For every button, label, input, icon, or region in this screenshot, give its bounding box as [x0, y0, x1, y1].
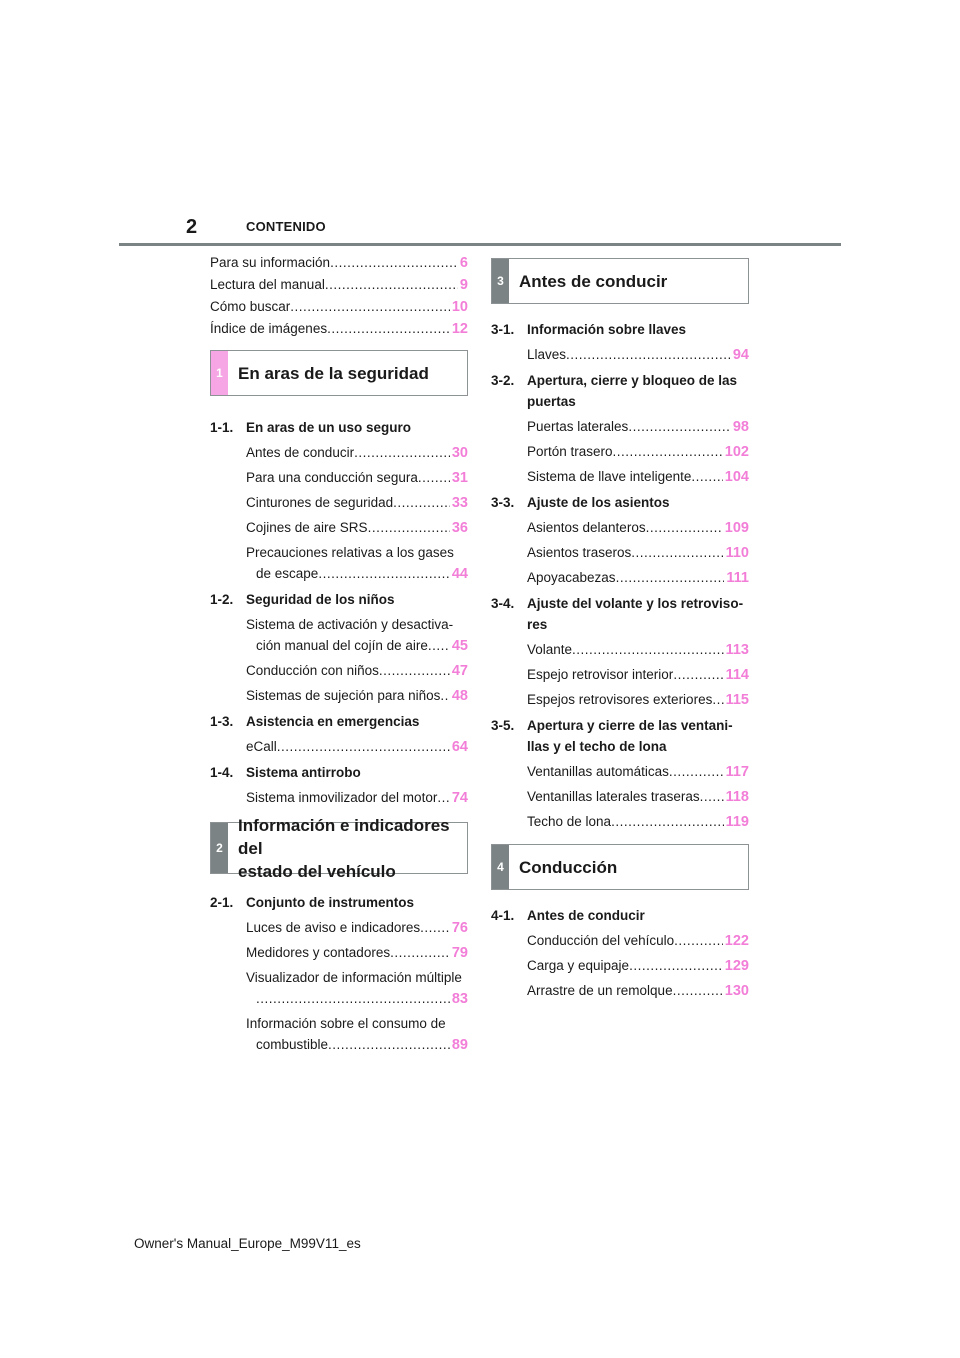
- entry-title: Lectura del manual: [210, 277, 325, 292]
- chapter-4-heading[interactable]: [491, 844, 749, 890]
- toc-entry[interactable]: Asientos traseros ..... 110: [527, 542, 749, 563]
- page-link[interactable]: 129: [724, 958, 749, 974]
- page-link[interactable]: 113: [725, 642, 749, 658]
- toc-entry[interactable]: Sistemas de sujeción para niños ..... 48: [246, 685, 468, 706]
- section-heading[interactable]: 1-3. Asistencia en emergencias: [210, 714, 420, 729]
- chapter-title: Información e indicadores del estado del vehículo: [238, 815, 450, 881]
- page-link[interactable]: 79: [451, 945, 468, 961]
- page-link[interactable]: 12: [451, 321, 468, 337]
- chapter-title: Conducción: [519, 857, 618, 877]
- header-rule: [119, 243, 841, 246]
- toc-entry[interactable]: Carga y equipaje ..... 129: [527, 955, 749, 976]
- chapter-tab: 4: [492, 845, 509, 889]
- page-link[interactable]: 94: [732, 347, 749, 363]
- toc-entry[interactable]: Conducción del vehículo ..... 122: [527, 930, 749, 951]
- toc-entry[interactable]: ción manual del cojín de aire ..... 45: [246, 635, 468, 656]
- entry-title: Cómo buscar: [210, 299, 291, 314]
- toc-entry[interactable]: eCall ..... 64: [246, 736, 468, 757]
- page-link[interactable]: 110: [725, 545, 749, 561]
- page-link[interactable]: 48: [451, 688, 468, 704]
- section-heading[interactable]: 3-2. Apertura, cierre y bloqueo de las puertas: [491, 373, 738, 409]
- page-link[interactable]: 45: [451, 638, 468, 654]
- toc-entry[interactable]: Techo de lona ..... 119: [527, 811, 749, 832]
- running-header: CONTENIDO: [246, 219, 326, 234]
- page-link[interactable]: 30: [451, 445, 468, 461]
- chapter-3-heading[interactable]: [491, 258, 749, 304]
- chapter-tab: 1: [211, 351, 228, 395]
- page-link[interactable]: 117: [725, 764, 749, 780]
- toc-entry[interactable]: Puertas laterales ..... 98: [527, 416, 749, 437]
- section-heading[interactable]: 3-4. Ajuste del volante y los retroviso- res: [491, 596, 744, 632]
- page-link[interactable]: 33: [451, 495, 468, 511]
- toc-entry[interactable]: Llaves ..... 94: [527, 344, 749, 365]
- right-column: [491, 258, 749, 1005]
- section-heading[interactable]: 1-1. En aras de un uso seguro: [210, 420, 412, 435]
- toc-entry[interactable]: Espejos retrovisores exteriores ..... 115: [527, 689, 749, 710]
- toc-entry[interactable]: Arrastre de un remolque ..... 130: [527, 980, 749, 1001]
- toc-entry[interactable]: Conducción con niños ..... 47: [246, 660, 468, 681]
- toc-entry[interactable]: Espejo retrovisor interior ..... 114: [527, 664, 749, 685]
- page-link[interactable]: 98: [732, 419, 749, 435]
- chapter-2-heading[interactable]: [210, 815, 468, 881]
- page-link[interactable]: 109: [724, 520, 749, 536]
- toc-entry[interactable]: [210, 274, 468, 296]
- toc-entry[interactable]: combustible ..... 89: [246, 1034, 468, 1055]
- toc-entry[interactable]: Portón trasero ..... 102: [527, 441, 749, 462]
- toc-entry[interactable]: Para una conducción segura ..... 31: [246, 467, 468, 488]
- page-link[interactable]: 83: [451, 991, 468, 1007]
- page-link[interactable]: 118: [725, 789, 749, 805]
- page-link[interactable]: 76: [451, 920, 468, 936]
- page-link[interactable]: 47: [451, 663, 468, 679]
- toc-entry[interactable]: [210, 296, 468, 318]
- page-link[interactable]: 31: [451, 470, 468, 486]
- toc-entry[interactable]: Asientos delanteros ..... 109: [527, 517, 749, 538]
- chapter-1-heading[interactable]: [210, 350, 468, 396]
- entry-title: Para su información: [210, 255, 331, 270]
- toc-entry[interactable]: Cinturones de seguridad ..... 33: [246, 492, 468, 513]
- section-heading[interactable]: 1-2. Seguridad de los niños: [210, 592, 395, 607]
- page-number: 2: [186, 216, 198, 238]
- page-link[interactable]: 89: [451, 1037, 468, 1053]
- page-link[interactable]: 44: [451, 566, 468, 582]
- toc-entry[interactable]: Cojines de aire SRS ..... 36: [246, 517, 468, 538]
- intro-list: [210, 252, 468, 340]
- section-heading[interactable]: 3-5. Apertura y cierre de las ventani- llas y el techo de lona: [491, 718, 733, 754]
- page-link[interactable]: 102: [724, 444, 749, 460]
- page-link[interactable]: 130: [724, 983, 749, 999]
- toc-entry[interactable]: [210, 252, 468, 274]
- chapter-tab: 2: [211, 823, 228, 873]
- toc-entry[interactable]: Ventanillas automáticas ..... 117: [527, 761, 749, 782]
- chapter-title: Antes de conducir: [519, 271, 668, 291]
- section-heading[interactable]: 2-1. Conjunto de instrumentos: [210, 895, 414, 910]
- page-link[interactable]: 64: [451, 739, 468, 755]
- chapter-title: En aras de la seguridad: [238, 363, 429, 383]
- section-heading[interactable]: 1-4. Sistema antirrobo: [210, 765, 361, 780]
- footer: Owner's Manual_Europe_M99V11_es: [134, 1236, 361, 1251]
- entry-title: Índice de imágenes: [210, 321, 328, 336]
- toc-entry[interactable]: Volante ..... 113: [527, 639, 749, 660]
- left-column: Para su información ..... 6 Lectura del manual ..... 9 Cómo buscar ..... 10 Índice de imágenes ..... 12 1 En aras de la seguridad 1-1. En aras de un uso seguro Antes de conducir ..... 30 Para una conducción segura ..... 31 Cinturones de seguridad ..... 33 Cojines de aire SRS ..... 36 Precauciones relativas a los gases de escape ..... 44 1-2. Seguridad de los niños Sistema de activación y desactiva- ción manual del cojín de aire ..... 45 Conducción con niños ..... 47 Sistemas de sujeción para niños ..... 48 1-3. Asistencia en emergencias eCall ..... 64 1-4. Sistema antirrobo Sistema inmovilizador del motor ..... 74 2 Información e indicadores del estado del vehículo 2-1. Conjunto de instrumentos Luces de aviso e indicadores ..... 76 Medidores y contadores ..... 79 Visualizador de información múltiple ..... 83 Información sobre el consumo de combustible ..... 89: [210, 252, 468, 1059]
- section-heading[interactable]: 4-1. Antes de conducir: [491, 908, 645, 923]
- page-link[interactable]: 111: [726, 570, 749, 586]
- toc-entry[interactable]: Luces de aviso e indicadores ..... 76: [246, 917, 468, 938]
- toc-entry[interactable]: Ventanillas laterales traseras ..... 118: [527, 786, 749, 807]
- toc-entry[interactable]: Sistema inmovilizador del motor ..... 74: [246, 787, 468, 808]
- toc-entry[interactable]: Sistema de llave inteligente ..... 104: [527, 466, 749, 487]
- page-link[interactable]: 74: [451, 790, 468, 806]
- section-heading[interactable]: 3-1. Información sobre llaves: [491, 322, 687, 337]
- page-link[interactable]: 9: [459, 277, 468, 293]
- page-link[interactable]: 10: [451, 299, 468, 315]
- chapter-tab: 3: [492, 259, 509, 303]
- page-link[interactable]: 104: [724, 469, 749, 485]
- page-link[interactable]: 114: [725, 667, 749, 683]
- page-link[interactable]: 122: [724, 933, 749, 949]
- toc-entry[interactable]: Apoyacabezas ..... 111: [527, 567, 749, 588]
- page-link[interactable]: 6: [459, 255, 468, 271]
- page-link[interactable]: 115: [725, 692, 749, 708]
- page-link[interactable]: 119: [725, 814, 749, 830]
- toc-entry[interactable]: Medidores y contadores ..... 79: [246, 942, 468, 963]
- page-link[interactable]: 36: [451, 520, 468, 536]
- toc-entry[interactable]: [210, 318, 468, 340]
- toc-entry[interactable]: [246, 988, 468, 1009]
- toc-entry[interactable]: Antes de conducir ..... 30: [246, 442, 468, 463]
- toc-entry[interactable]: de escape ..... 44: [246, 563, 468, 584]
- section-heading[interactable]: 3-3. Ajuste de los asientos: [491, 495, 670, 510]
